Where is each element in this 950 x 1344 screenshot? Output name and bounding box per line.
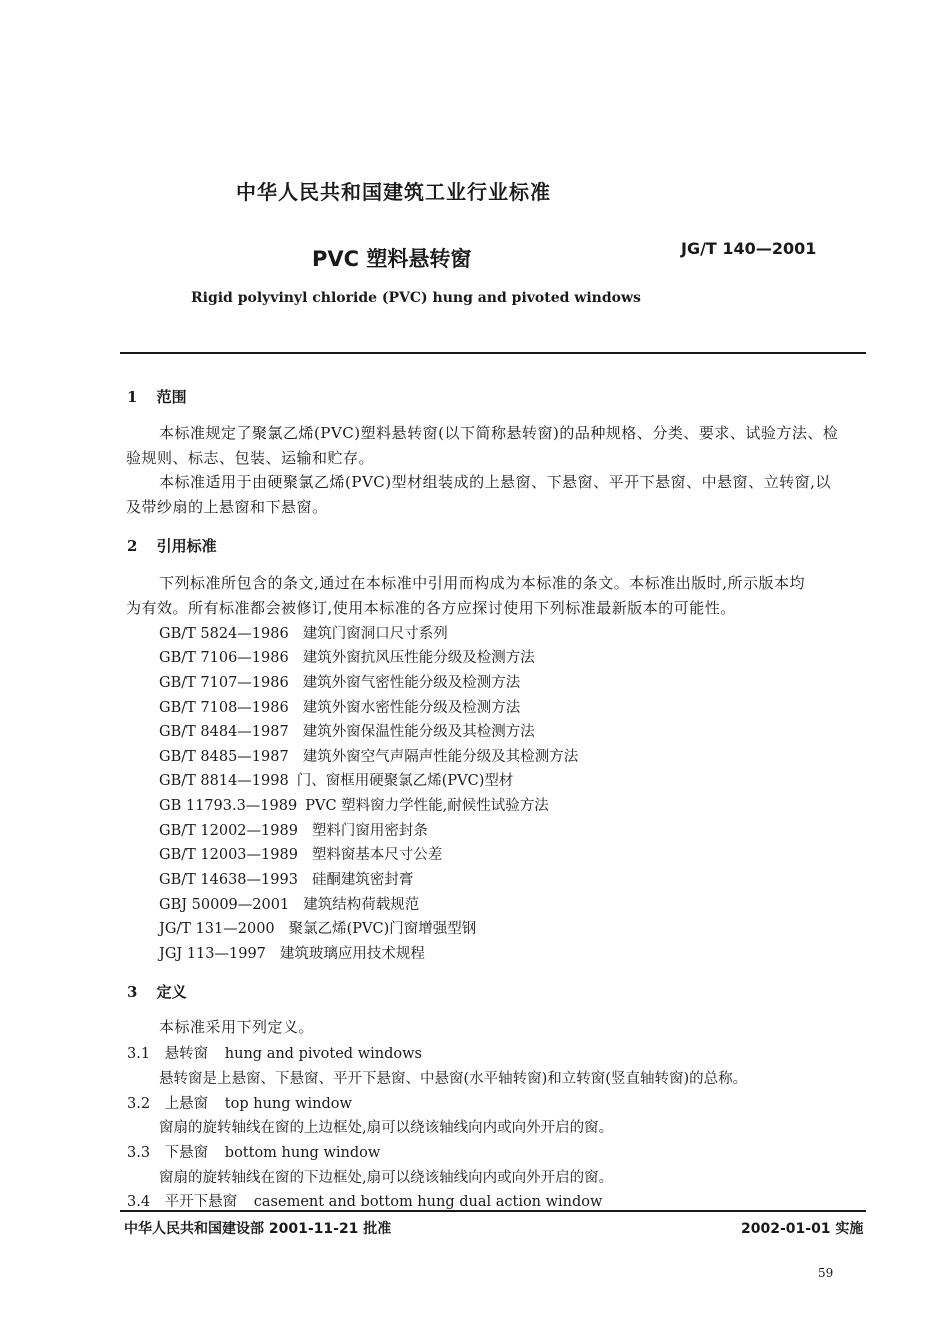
definition-term: 上悬窗 [164, 1096, 209, 1112]
reference-code: GB/T 12002—1989 [159, 823, 298, 839]
reference-code: GB/T 7108—1986 [159, 700, 289, 716]
section-2-p1-line2: 为有效。所有标准都会被修订,使用本标准的各方应探讨使用下列标准最新版本的可能性。 [126, 599, 736, 617]
section-3-number: 3 [127, 983, 138, 1001]
reference-item [159, 868, 413, 889]
reference-title: 聚氯乙烯(PVC)门窗增强型钢 [288, 921, 477, 937]
section-2-number: 2 [127, 537, 138, 555]
definition-number: 3.1 [127, 1046, 151, 1062]
reference-title: 建筑结构荷载规范 [303, 897, 420, 913]
reference-item [159, 819, 428, 840]
reference-item [159, 671, 520, 692]
definition-3-2-title [127, 1092, 352, 1113]
section-1-number: 1 [127, 388, 138, 406]
reference-code: GB 11793.3—1989 [159, 798, 298, 814]
reference-title: 建筑外窗空气声隔声性能分级及其检测方法 [302, 749, 579, 765]
reference-code: GB/T 14638—1993 [159, 872, 298, 888]
section-2-p1-line1: 下列标准所包含的条文,通过在本标准中引用而构成为本标准的条文。本标准出版时,所示版本均 [159, 574, 806, 592]
reference-code: GB/T 7107—1986 [159, 675, 289, 691]
definition-3-1-title [127, 1042, 422, 1063]
reference-title: PVC 塑料窗力学性能,耐候性试验方法 [305, 798, 549, 814]
section-2-title: 引用标准 [156, 537, 217, 555]
section-1-heading [127, 386, 187, 407]
document-title: PVC 塑料悬转窗 [312, 247, 472, 271]
effective-date: 2002-01-01 实施 [741, 1221, 864, 1237]
reference-code: JG/T 131—2000 [159, 921, 275, 937]
page-number: 59 [818, 1266, 834, 1280]
reference-code: JGJ 113—1997 [159, 946, 266, 962]
reference-title: 建筑门窗洞口尺寸系列 [302, 626, 448, 642]
definition-3-4-title [127, 1190, 602, 1211]
definition-english: casement and bottom hung dual action window [253, 1194, 603, 1210]
reference-title: 建筑外窗保温性能分级及其检测方法 [302, 724, 535, 740]
definition-term: 悬转窗 [164, 1046, 209, 1062]
section-3-heading [127, 981, 187, 1002]
section-1-p2-line1: 本标准适用于由硬聚氯乙烯(PVC)型材组装成的上悬窗、下悬窗、平开下悬窗、中悬窗、立转窗,以 [159, 473, 831, 491]
reference-title: 塑料窗基本尺寸公差 [311, 847, 443, 863]
reference-code: GB/T 12003—1989 [159, 847, 298, 863]
reference-item [159, 917, 476, 938]
section-3-intro: 本标准采用下列定义。 [159, 1018, 315, 1036]
reference-item [159, 646, 535, 667]
reference-item [159, 622, 448, 643]
definition-3-3-body: 窗扇的旋转轴线在窗的下边框处,扇可以绕该轴线向内或向外开启的窗。 [159, 1170, 614, 1186]
reference-title: 建筑外窗抗风压性能分级及检测方法 [302, 650, 535, 666]
section-1-p1-line1: 本标准规定了聚氯乙烯(PVC)塑料悬转窗(以下简称悬转窗)的品种规格、分类、要求、试验方法、检 [159, 424, 839, 442]
section-1-p2-line2: 及带纱扇的上悬窗和下悬窗。 [126, 498, 328, 516]
reference-title: 硅酮建筑密封膏 [311, 872, 414, 888]
definition-english: top hung window [224, 1096, 352, 1112]
reference-item [159, 794, 549, 815]
reference-code: GB/T 8814—1998 [159, 773, 289, 789]
standard-title: 中华人民共和国建筑工业行业标准 [236, 180, 551, 204]
approval-line: 中华人民共和国建设部 2001-11-21 批准 [124, 1221, 392, 1237]
definition-english: hung and pivoted windows [224, 1046, 422, 1062]
footer-rule [120, 1210, 866, 1212]
definition-number: 3.2 [127, 1096, 151, 1112]
reference-item [159, 942, 425, 963]
definition-term: 下悬窗 [164, 1145, 209, 1161]
reference-title: 建筑玻璃应用技术规程 [279, 946, 425, 962]
reference-code: GB/T 8485—1987 [159, 749, 289, 765]
reference-item [159, 769, 513, 790]
reference-code: GB/T 8484—1987 [159, 724, 289, 740]
definition-3-2-body: 窗扇的旋转轴线在窗的上边框处,扇可以绕该轴线向内或向外开启的窗。 [159, 1120, 614, 1136]
reference-item [159, 843, 442, 864]
header-rule [120, 352, 866, 354]
definition-3-1-body: 悬转窗是上悬窗、下悬窗、平开下悬窗、中悬窗(水平轴转窗)和立转窗(竖直轴转窗)的总称。 [159, 1071, 748, 1087]
reference-item [159, 893, 419, 914]
reference-title: 建筑外窗水密性能分级及检测方法 [302, 700, 521, 716]
reference-code: GBJ 50009—2001 [159, 897, 290, 913]
reference-item [159, 745, 578, 766]
definition-number: 3.4 [127, 1194, 151, 1210]
section-1-p1-line2: 验规则、标志、包装、运输和贮存。 [126, 449, 375, 467]
reference-title: 建筑外窗气密性能分级及检测方法 [302, 675, 521, 691]
document-code: JG/T 140—2001 [681, 239, 817, 258]
reference-title: 塑料门窗用密封条 [311, 823, 428, 839]
definition-english: bottom hung window [224, 1145, 381, 1161]
definition-term: 平开下悬窗 [164, 1194, 238, 1210]
english-title: Rigid polyvinyl chloride (PVC) hung and pivoted windows [191, 290, 641, 306]
reference-code: GB/T 5824—1986 [159, 626, 289, 642]
reference-item [159, 720, 535, 741]
definition-3-3-title [127, 1141, 380, 1162]
section-1-title: 范围 [156, 388, 187, 406]
reference-code: GB/T 7106—1986 [159, 650, 289, 666]
definition-number: 3.3 [127, 1145, 151, 1161]
section-2-heading [127, 535, 217, 556]
section-3-title: 定义 [156, 983, 187, 1001]
reference-title: 门、窗框用硬聚氯乙烯(PVC)型材 [296, 773, 514, 789]
reference-item [159, 696, 520, 717]
